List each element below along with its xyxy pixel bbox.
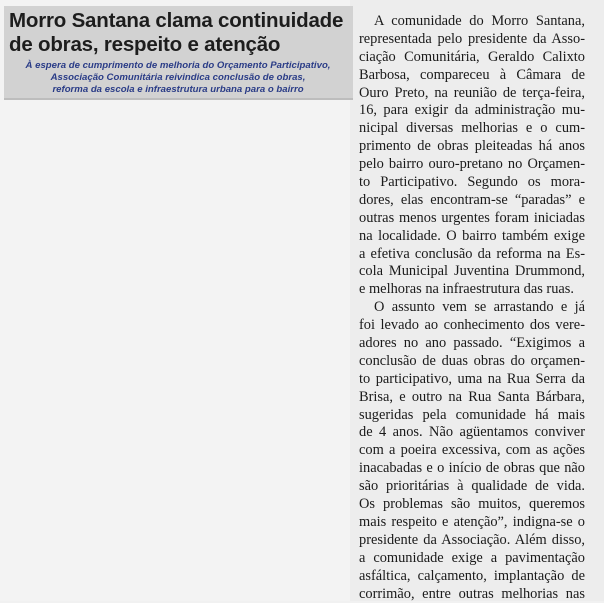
body-line: O assunto vem se arrastando e já — [359, 299, 585, 317]
body-line: Barbosa, compareceu à Câmara de — [359, 67, 585, 85]
body-line: nicipal diversas melhorias e o cum- — [359, 120, 585, 138]
subhead-line-1: À espera de cumprimento de melhoria do Orçamento Participativo, — [26, 60, 331, 71]
body-line: adores no ano passado. “Exigimos a — [359, 335, 585, 353]
body-line: de 4 anos. Não agüentamos conviver — [359, 424, 585, 442]
body-line: primento de obras pleiteadas há anos — [359, 138, 585, 156]
body-line: foi levado ao conhecimento dos vere- — [359, 317, 585, 335]
body-line: 16, para exigir da administração mu- — [359, 102, 585, 120]
body-line: pelo bairro ouro-pretano no Orçamen- — [359, 156, 585, 174]
body-line: conclusão de duas obras do orçamen- — [359, 353, 585, 371]
body-line: asfáltica, calçamento, implantação de — [359, 568, 585, 586]
body-line: Ouro Preto, na reunião de terça-feira, — [359, 85, 585, 103]
body-line: to Participativo. Segundo os mora- — [359, 174, 585, 192]
body-line: a comunidade exige a pavimentação — [359, 550, 585, 568]
headline-line-1: Morro Santana clama continuidade — [9, 9, 343, 32]
subhead-line-2: Associação Comunitária reivindica conclusão de obras, — [51, 72, 306, 83]
body-line: presidente da Associação. Além disso, — [359, 532, 585, 550]
headline-line-2: de obras, respeito e atenção — [9, 33, 280, 56]
body-line: ciação Comunitária, Geraldo Calixto — [359, 49, 585, 67]
body-line: representada pelo presidente da Asso- — [359, 31, 585, 49]
body-line: a efetiva conclusão da reforma na Es- — [359, 246, 585, 264]
body-line: mais respeito e atenção”, indigna-se o — [359, 514, 585, 532]
article-subheadline — [10, 60, 346, 97]
body-line: outras menos urgentes foram iniciadas — [359, 210, 585, 228]
body-line: com a poeira excessiva, com as ações — [359, 442, 585, 460]
article-body — [359, 13, 585, 603]
body-line: cola Municipal Juventina Drummond, — [359, 263, 585, 281]
body-line: corrimão, entre outras melhorias nas — [359, 586, 585, 603]
article-headline — [9, 9, 351, 57]
body-line: A comunidade do Morro Santana, — [359, 13, 585, 31]
body-line: sugeridas pela comunidade há mais — [359, 407, 585, 425]
body-line: inacabadas e o início de obras que não — [359, 460, 585, 478]
body-line: Brisa, e outro na Rua Santa Bárbara, — [359, 389, 585, 407]
headline-panel-edge — [4, 98, 353, 100]
body-line: e melhoras na infraestrutura das ruas. — [359, 281, 585, 299]
body-line: Os problemas são muitos, queremos — [359, 496, 585, 514]
body-line: são prioritárias à qualidade de vida. — [359, 478, 585, 496]
subhead-line-3: reforma da escola e infraestrutura urbana para o bairro — [52, 84, 303, 95]
body-line: dores, elas encontram-se “paradas” e — [359, 192, 585, 210]
body-line: na localidade. O bairro também exige — [359, 228, 585, 246]
body-line: to participativo, uma na Rua Serra da — [359, 371, 585, 389]
